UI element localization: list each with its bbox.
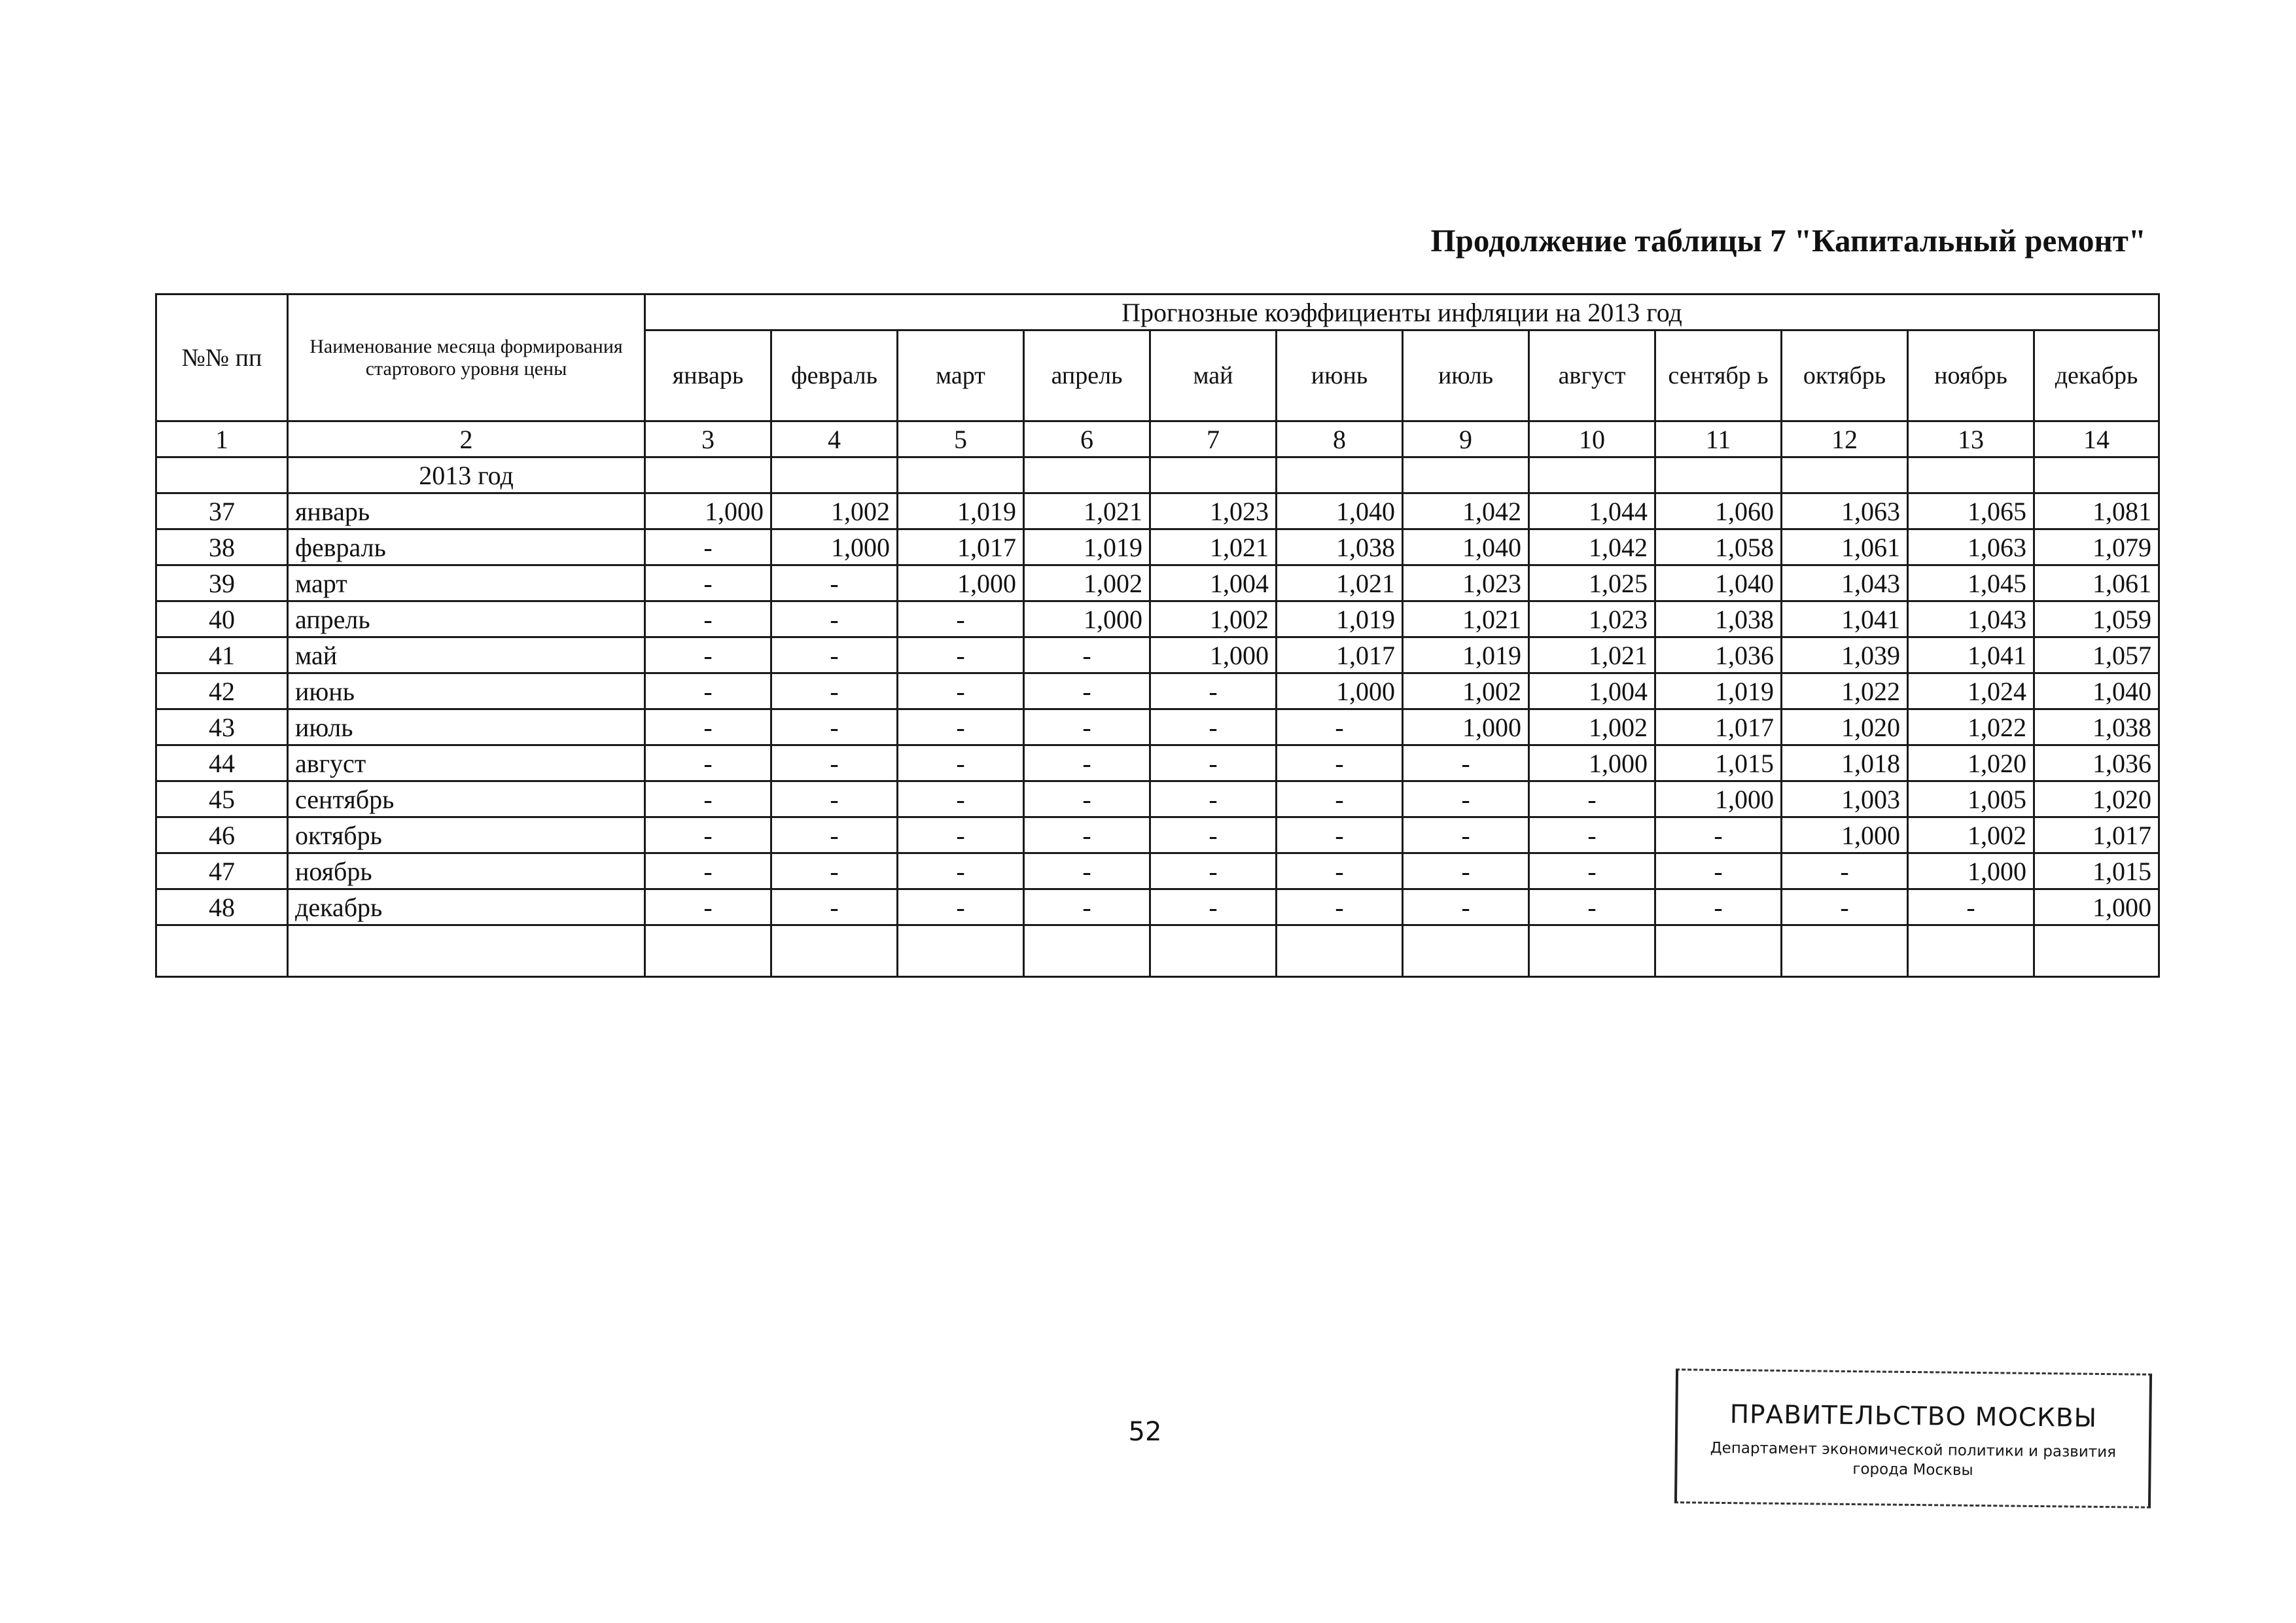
coefficient-cell: 1,036	[1655, 637, 1782, 673]
coefficient-cell: -	[1150, 673, 1277, 709]
header-month: март	[898, 330, 1024, 421]
coefficient-cell: 1,081	[2034, 493, 2159, 529]
coefficient-cell: -	[1150, 745, 1277, 781]
coefficient-cell: -	[771, 709, 898, 745]
row-month-name: октябрь	[288, 817, 645, 853]
year-row	[156, 457, 2159, 493]
table-row	[156, 493, 2159, 529]
document-title: Продолжение таблицы 7 "Капитальный ремонт"	[1430, 223, 2146, 259]
coefficient-cell: -	[771, 565, 898, 601]
coefficient-cell: 1,063	[1782, 493, 1908, 529]
coefficient-cell: 1,019	[1024, 529, 1150, 565]
coefficient-cell: 1,000	[771, 529, 898, 565]
coefficient-cell: -	[1277, 817, 1403, 853]
coefficient-cell: -	[1024, 781, 1150, 817]
coefficient-cell: -	[898, 817, 1024, 853]
coefficient-cell: -	[771, 853, 898, 889]
coefficient-cell: 1,020	[1908, 745, 2034, 781]
coefficient-cell: 1,042	[1403, 493, 1529, 529]
coefficient-cell: -	[645, 745, 771, 781]
coefficient-cell: 1,002	[1908, 817, 2034, 853]
coefficient-cell: -	[645, 889, 771, 925]
coefficient-cell: -	[1150, 709, 1277, 745]
coefficient-cell: -	[1403, 889, 1529, 925]
empty-cell	[1908, 457, 2034, 493]
coefficient-cell: 1,020	[2034, 781, 2159, 817]
table-row	[156, 529, 2159, 565]
empty-cell	[1277, 457, 1403, 493]
coefficient-cell: 1,021	[1024, 493, 1150, 529]
coefficient-cell: 1,000	[1782, 817, 1908, 853]
coefficient-cell: -	[1150, 889, 1277, 925]
coefficient-cell: -	[1908, 889, 2034, 925]
coefficient-cell: 1,019	[1655, 673, 1782, 709]
coefficient-cell: -	[645, 817, 771, 853]
table-row	[156, 637, 2159, 673]
coefficient-cell: 1,000	[1277, 673, 1403, 709]
row-number: 37	[156, 493, 288, 529]
coefficient-cell: -	[771, 601, 898, 637]
row-month-name: февраль	[288, 529, 645, 565]
coefficient-cell: -	[771, 781, 898, 817]
empty-cell	[1908, 925, 2034, 977]
coefficient-cell: -	[898, 781, 1024, 817]
coefficient-cell: 1,000	[1150, 637, 1277, 673]
coefficient-cell: 1,002	[1529, 709, 1655, 745]
coefficient-cell: -	[1277, 709, 1403, 745]
coefficient-cell: -	[1529, 781, 1655, 817]
empty-cell	[1024, 925, 1150, 977]
coefficient-cell: 1,002	[1403, 673, 1529, 709]
empty-cell	[156, 925, 288, 977]
coefficient-cell: 1,038	[1655, 601, 1782, 637]
coefficient-cell: 1,040	[1403, 529, 1529, 565]
coefficient-cell: 1,018	[1782, 745, 1908, 781]
row-number: 38	[156, 529, 288, 565]
coefficient-cell: 1,020	[1782, 709, 1908, 745]
coefficient-cell: -	[1655, 817, 1782, 853]
empty-cell	[288, 925, 645, 977]
year-label: 2013 год	[288, 457, 645, 493]
coefficient-cell: 1,039	[1782, 637, 1908, 673]
coefficient-cell: 1,004	[1529, 673, 1655, 709]
header-month: октябрь	[1782, 330, 1908, 421]
coefficient-cell: 1,041	[1908, 637, 2034, 673]
coefficient-cell: -	[645, 529, 771, 565]
empty-cell	[1150, 925, 1277, 977]
empty-cell	[2034, 457, 2159, 493]
row-month-name: декабрь	[288, 889, 645, 925]
coefficient-cell: -	[1655, 853, 1782, 889]
coefficient-cell: -	[898, 673, 1024, 709]
coefficient-cell: 1,000	[1024, 601, 1150, 637]
coefficient-cell: -	[1277, 853, 1403, 889]
empty-cell	[771, 457, 898, 493]
row-number: 41	[156, 637, 288, 673]
empty-cell	[645, 457, 771, 493]
coefficient-cell: -	[645, 565, 771, 601]
header-month: декабрь	[2034, 330, 2159, 421]
coefficient-cell: 1,019	[1277, 601, 1403, 637]
empty-cell	[1655, 925, 1782, 977]
empty-cell	[1529, 925, 1655, 977]
table-row	[156, 601, 2159, 637]
page-number: 52	[1128, 1417, 1162, 1447]
coefficient-cell: 1,021	[1150, 529, 1277, 565]
coefficient-cell: -	[1024, 817, 1150, 853]
coefficient-cell: 1,022	[1908, 709, 2034, 745]
column-index-cell: 8	[1277, 421, 1403, 457]
row-month-name: август	[288, 745, 645, 781]
row-month-name: июнь	[288, 673, 645, 709]
coefficient-cell: 1,021	[1403, 601, 1529, 637]
coefficient-cell: 1,043	[1782, 565, 1908, 601]
coefficient-cell: 1,004	[1150, 565, 1277, 601]
coefficient-cell: 1,017	[1655, 709, 1782, 745]
coefficient-cell: -	[1277, 889, 1403, 925]
header-num: №№ пп	[156, 294, 288, 421]
coefficient-cell: 1,057	[2034, 637, 2159, 673]
coefficient-cell: -	[1150, 781, 1277, 817]
coefficient-cell: 1,000	[898, 565, 1024, 601]
header-group: Прогнозные коэффициенты инфляции на 2013 год	[645, 294, 2159, 330]
coefficient-cell: -	[1150, 853, 1277, 889]
coefficient-cell: 1,002	[1024, 565, 1150, 601]
coefficient-cell: 1,024	[1908, 673, 2034, 709]
coefficient-cell: 1,021	[1277, 565, 1403, 601]
row-month-name: март	[288, 565, 645, 601]
coefficient-cell: -	[1024, 745, 1150, 781]
table-row	[156, 673, 2159, 709]
coefficient-cell: -	[1529, 817, 1655, 853]
row-number: 44	[156, 745, 288, 781]
coefficient-cell: 1,000	[645, 493, 771, 529]
stamp-line1: ПРАВИТЕЛЬСТВО МОСКВЫ	[1729, 1400, 2098, 1433]
header-month: май	[1150, 330, 1277, 421]
coefficient-cell: -	[645, 673, 771, 709]
empty-cell	[1529, 457, 1655, 493]
column-index-cell: 11	[1655, 421, 1782, 457]
table-body	[156, 421, 2159, 977]
coefficient-cell: 1,042	[1529, 529, 1655, 565]
stamp-line2: Департамент экономической политики и развития города Москвы	[1710, 1439, 2117, 1479]
coefficient-cell: -	[771, 745, 898, 781]
coefficient-cell: -	[645, 637, 771, 673]
coefficient-cell: -	[645, 709, 771, 745]
column-index-cell: 2	[288, 421, 645, 457]
coefficient-cell: 1,043	[1908, 601, 2034, 637]
coefficient-cell: 1,023	[1403, 565, 1529, 601]
row-month-name: май	[288, 637, 645, 673]
coefficient-cell: 1,017	[2034, 817, 2159, 853]
coefficient-cell: 1,045	[1908, 565, 2034, 601]
coefficient-cell: -	[1529, 889, 1655, 925]
coefficient-cell: 1,017	[898, 529, 1024, 565]
coefficient-cell: -	[1024, 889, 1150, 925]
table-row	[156, 565, 2159, 601]
coefficient-cell: 1,003	[1782, 781, 1908, 817]
row-number: 47	[156, 853, 288, 889]
column-index-cell: 3	[645, 421, 771, 457]
column-index-cell: 5	[898, 421, 1024, 457]
coefficient-cell: 1,015	[1655, 745, 1782, 781]
coefficient-cell: 1,000	[1655, 781, 1782, 817]
coefficient-cell: -	[645, 781, 771, 817]
coefficient-cell: -	[898, 745, 1024, 781]
coefficient-cell: -	[1782, 889, 1908, 925]
coefficient-cell: 1,040	[2034, 673, 2159, 709]
table-row	[156, 817, 2159, 853]
coefficient-cell: 1,022	[1782, 673, 1908, 709]
coefficient-cell: -	[1024, 853, 1150, 889]
empty-cell	[1277, 925, 1403, 977]
coefficient-cell: 1,019	[1403, 637, 1529, 673]
coefficient-cell: 1,063	[1908, 529, 2034, 565]
row-month-name: апрель	[288, 601, 645, 637]
inflation-coefficients-table	[155, 293, 2160, 978]
coefficient-cell: 1,040	[1655, 565, 1782, 601]
coefficient-cell: 1,000	[1529, 745, 1655, 781]
coefficient-cell: -	[1403, 817, 1529, 853]
coefficient-cell: -	[1024, 709, 1150, 745]
coefficient-cell: -	[645, 601, 771, 637]
government-stamp	[1674, 1368, 2152, 1508]
table-row	[156, 853, 2159, 889]
header-month: сентябр ь	[1655, 330, 1782, 421]
column-index-cell: 6	[1024, 421, 1150, 457]
empty-cell	[2034, 925, 2159, 977]
row-number: 43	[156, 709, 288, 745]
coefficient-cell: 1,040	[1277, 493, 1403, 529]
coefficient-cell: 1,044	[1529, 493, 1655, 529]
empty-cell	[1150, 457, 1277, 493]
column-index-cell: 7	[1150, 421, 1277, 457]
empty-cell	[1782, 925, 1908, 977]
coefficient-cell: 1,061	[2034, 565, 2159, 601]
coefficient-cell: 1,002	[1150, 601, 1277, 637]
coefficient-cell: 1,023	[1150, 493, 1277, 529]
row-number: 45	[156, 781, 288, 817]
coefficient-cell: 1,000	[2034, 889, 2159, 925]
coefficient-cell: -	[898, 709, 1024, 745]
row-month-name: июль	[288, 709, 645, 745]
header-month: апрель	[1024, 330, 1150, 421]
empty-cell	[1655, 457, 1782, 493]
coefficient-cell: 1,079	[2034, 529, 2159, 565]
header-month: ноябрь	[1908, 330, 2034, 421]
empty-cell	[1403, 457, 1529, 493]
year-row-num-cell	[156, 457, 288, 493]
row-month-name: ноябрь	[288, 853, 645, 889]
header-name: Наименование месяца формирования стартового уровня цены	[288, 294, 645, 421]
coefficient-cell: -	[1277, 781, 1403, 817]
empty-cell	[771, 925, 898, 977]
header-month: февраль	[771, 330, 898, 421]
coefficient-cell: 1,036	[2034, 745, 2159, 781]
header-month: июнь	[1277, 330, 1403, 421]
coefficient-cell: 1,021	[1529, 637, 1655, 673]
coefficient-cell: 1,058	[1655, 529, 1782, 565]
column-index-cell: 13	[1908, 421, 2034, 457]
coefficient-cell: 1,023	[1529, 601, 1655, 637]
column-index-cell: 10	[1529, 421, 1655, 457]
coefficient-cell: -	[771, 889, 898, 925]
row-number: 39	[156, 565, 288, 601]
empty-cell	[898, 925, 1024, 977]
column-index-row	[156, 421, 2159, 457]
empty-cell	[1024, 457, 1150, 493]
coefficient-cell: -	[898, 889, 1024, 925]
coefficient-cell: -	[1024, 637, 1150, 673]
empty-cell	[898, 457, 1024, 493]
coefficient-cell: 1,017	[1277, 637, 1403, 673]
column-index-cell: 12	[1782, 421, 1908, 457]
empty-cell	[1782, 457, 1908, 493]
table-row	[156, 889, 2159, 925]
coefficient-cell: -	[771, 673, 898, 709]
coefficient-cell: 1,019	[898, 493, 1024, 529]
coefficient-cell: -	[645, 853, 771, 889]
coefficient-cell: 1,002	[771, 493, 898, 529]
empty-row	[156, 925, 2159, 977]
coefficient-cell: 1,059	[2034, 601, 2159, 637]
coefficient-cell: -	[771, 817, 898, 853]
header-month: январь	[645, 330, 771, 421]
coefficient-cell: -	[1403, 853, 1529, 889]
coefficient-cell: 1,061	[1782, 529, 1908, 565]
coefficient-cell: -	[898, 601, 1024, 637]
header-month: август	[1529, 330, 1655, 421]
header-month: июль	[1403, 330, 1529, 421]
coefficient-cell: 1,000	[1908, 853, 2034, 889]
column-index-cell: 14	[2034, 421, 2159, 457]
coefficient-cell: -	[898, 853, 1024, 889]
coefficient-cell: 1,015	[2034, 853, 2159, 889]
row-month-name: сентябрь	[288, 781, 645, 817]
row-number: 48	[156, 889, 288, 925]
row-number: 42	[156, 673, 288, 709]
table-row	[156, 745, 2159, 781]
table-row	[156, 781, 2159, 817]
coefficient-cell: -	[1782, 853, 1908, 889]
coefficient-cell: 1,041	[1782, 601, 1908, 637]
column-index-cell: 1	[156, 421, 288, 457]
column-index-cell: 4	[771, 421, 898, 457]
coefficient-cell: 1,038	[1277, 529, 1403, 565]
coefficient-cell: -	[898, 637, 1024, 673]
coefficient-cell: 1,000	[1403, 709, 1529, 745]
coefficient-cell: -	[1529, 853, 1655, 889]
row-month-name: январь	[288, 493, 645, 529]
coefficient-cell: -	[1150, 817, 1277, 853]
row-number: 40	[156, 601, 288, 637]
coefficient-cell: 1,038	[2034, 709, 2159, 745]
coefficient-cell: 1,060	[1655, 493, 1782, 529]
coefficient-cell: -	[1655, 889, 1782, 925]
empty-cell	[645, 925, 771, 977]
coefficient-cell: 1,065	[1908, 493, 2034, 529]
table-row	[156, 709, 2159, 745]
column-index-cell: 9	[1403, 421, 1529, 457]
coefficient-cell: -	[1403, 781, 1529, 817]
coefficient-cell: -	[771, 637, 898, 673]
coefficient-cell: -	[1024, 673, 1150, 709]
coefficient-cell: -	[1403, 745, 1529, 781]
row-number: 46	[156, 817, 288, 853]
empty-cell	[1403, 925, 1529, 977]
coefficient-cell: 1,025	[1529, 565, 1655, 601]
coefficient-cell: 1,005	[1908, 781, 2034, 817]
coefficient-cell: -	[1277, 745, 1403, 781]
